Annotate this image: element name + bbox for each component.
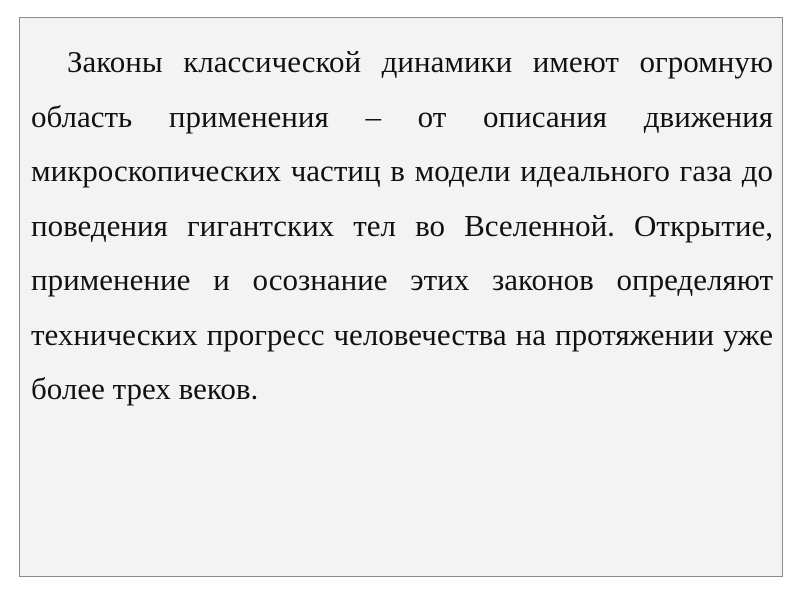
slide-frame <box>19 17 783 577</box>
body-paragraph: Законы классической динамики имеют огромную область применения – от описания движения микроскопических частиц в модели идеального газа до поведения гигантских тел во Вселенной. Открытие, применение и осознание этих законов определяют технических прогресс человечества на протяжении уже более трех веков. <box>31 44 773 406</box>
